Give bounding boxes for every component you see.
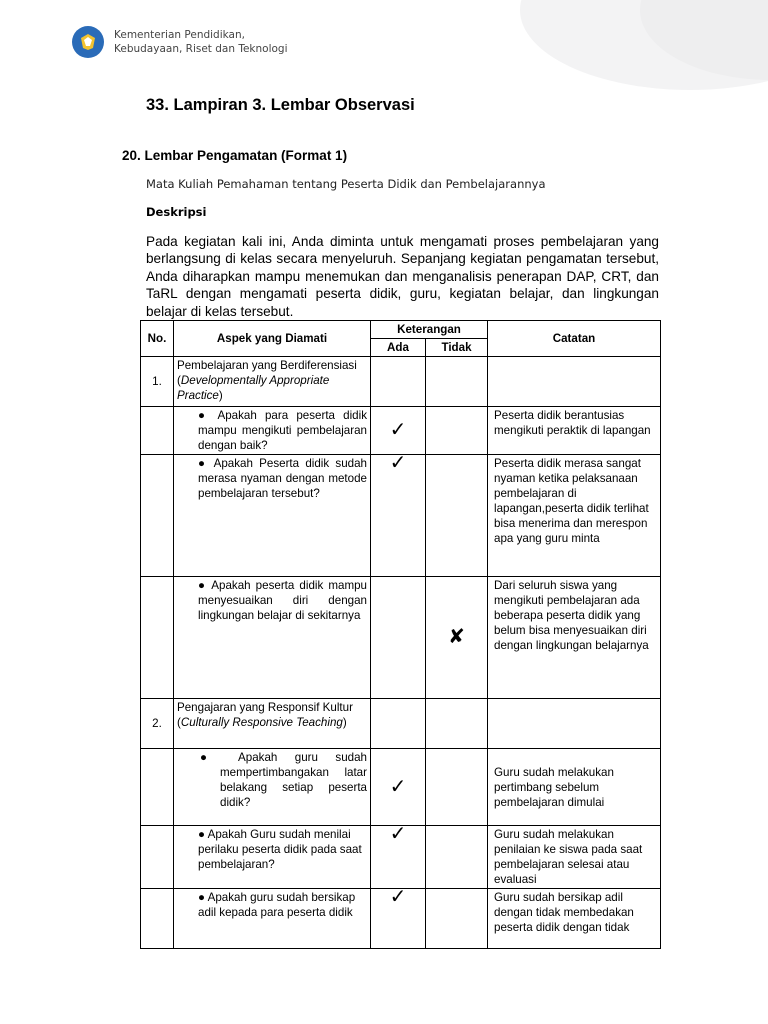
section-aspect [174, 357, 371, 407]
description-paragraph: Pada kegiatan kali ini, Anda diminta untuk mengamati proses pembelajaran yang berlangsung di kelas secara menyeluruh. Sepanjang kegiatan pengamatan tersebut, Anda diharapkan mampu menemukan dan menganalisis penerapan DAP, CRT, dan TaRL dengan mengamati peserta didik, guru, kegiatan belajar, dan lingkungan belajar di kelas tersebut. [146, 234, 659, 319]
ada-cell [371, 357, 426, 407]
page-title [146, 96, 415, 115]
note-cell: Guru sudah melakukan penilaian ke siswa pada saat pembelajaran selesai atau evaluasi [488, 826, 661, 889]
aspect-question: ● Apakah guru sudah bersikap adil kepada para peserta didik [174, 889, 371, 949]
row-number [141, 749, 174, 826]
header [72, 26, 288, 58]
col-header-tidak: Tidak [426, 339, 488, 357]
table-row [141, 577, 661, 699]
row-number [141, 889, 174, 949]
tidak-cell [426, 749, 488, 826]
section-aspect [174, 699, 371, 749]
course-subject: Mata Kuliah Pemahaman tentang Peserta Didik dan Pembelajarannya [146, 177, 546, 191]
title-number: 33. [146, 96, 169, 114]
table-row [141, 407, 661, 455]
aspect-question: ● Apakah peserta didik mampu menyesuaikan diri dengan lingkungan belajar di sekitarnya [174, 577, 371, 699]
aspect-text: Pengajaran yang Responsif Kultur ( [177, 701, 353, 729]
aspect-question: ● Apakah Peserta didik sudah merasa nyaman dengan metode pembelajaran tersebut? [174, 455, 371, 577]
row-number: 1. [141, 357, 174, 407]
row-number: 2. [141, 699, 174, 749]
tidak-cell [426, 357, 488, 407]
aspect-text: ) [218, 389, 223, 402]
ada-cell [371, 699, 426, 749]
col-header-aspek: Aspek yang Diamati [174, 321, 371, 357]
table-row [141, 889, 661, 949]
organization-name [114, 28, 288, 56]
tidak-cell [426, 699, 488, 749]
check-mark-icon: ✓ [371, 455, 426, 577]
aspect-text: ) [342, 716, 347, 729]
section-title: 20. Lembar Pengamatan (Format 1) [122, 148, 348, 163]
col-header-ada: Ada [371, 339, 426, 357]
title-text: Lampiran 3. Lembar Observasi [173, 96, 415, 114]
note-cell [488, 699, 661, 749]
tidak-cell [426, 455, 488, 577]
table-row [141, 357, 661, 407]
table-row [141, 699, 661, 749]
check-mark-icon: ✓ [371, 889, 426, 949]
org-line-2: Kebudayaan, Riset dan Teknologi [114, 43, 288, 55]
aspect-question: ● Apakah Guru sudah menilai perilaku peserta didik pada saat pembelajaran? [174, 826, 371, 889]
table-row [141, 826, 661, 889]
table-row [141, 455, 661, 577]
note-cell: Peserta didik berantusias mengikuti peraktik di lapangan [488, 407, 661, 455]
note-cell: Guru sudah bersikap adil dengan tidak membedakan peserta didik dengan tidak [488, 889, 661, 949]
aspect-text: Pembelajaran yang Berdiferensiasi ( [177, 359, 357, 387]
observation-table [140, 320, 661, 949]
note-cell: Guru sudah melakukan pertimbang sebelum pembelajaran dimulai [488, 749, 661, 826]
aspect-italic: Culturally Responsive Teaching [180, 716, 343, 729]
tidak-cell [426, 826, 488, 889]
description-label: Deskripsi [146, 205, 207, 219]
cross-mark-icon: ✘ [426, 577, 488, 699]
check-mark-icon: ✓ [371, 826, 426, 889]
tidak-cell [426, 407, 488, 455]
aspect-question: ● Apakah para peserta didik mampu mengikuti pembelajaran dengan baik? [174, 407, 371, 455]
note-cell: Peserta didik merasa sangat nyaman ketika pelaksanaan pembelajaran di lapangan,peserta didik terlihat bisa menerima dan merespon apa yang guru minta [488, 455, 661, 577]
table-row [141, 749, 661, 826]
note-cell [488, 357, 661, 407]
col-header-catatan: Catatan [488, 321, 661, 357]
row-number [141, 455, 174, 577]
table-header-row [141, 321, 661, 339]
aspect-italic: Developmentally Appropriate Practice [177, 374, 330, 402]
check-mark-icon: ✓ [371, 407, 426, 455]
row-number [141, 407, 174, 455]
ada-cell [371, 577, 426, 699]
tidak-cell [426, 889, 488, 949]
col-header-keterangan: Keterangan [371, 321, 488, 339]
note-cell: Dari seluruh siswa yang mengikuti pembelajaran ada beberapa peserta didik yang belum bisa menyesuaikan diri dengan lingkungan belajarnya [488, 577, 661, 699]
row-number [141, 577, 174, 699]
aspect-question: ● Apakah guru sudah mempertimbangakan latar belakang setiap peserta didik? [174, 749, 371, 826]
ministry-logo-icon [72, 26, 104, 58]
org-line-1: Kementerian Pendidikan, [114, 29, 245, 41]
row-number [141, 826, 174, 889]
col-header-no: No. [141, 321, 174, 357]
check-mark-icon: ✓ [371, 749, 426, 826]
